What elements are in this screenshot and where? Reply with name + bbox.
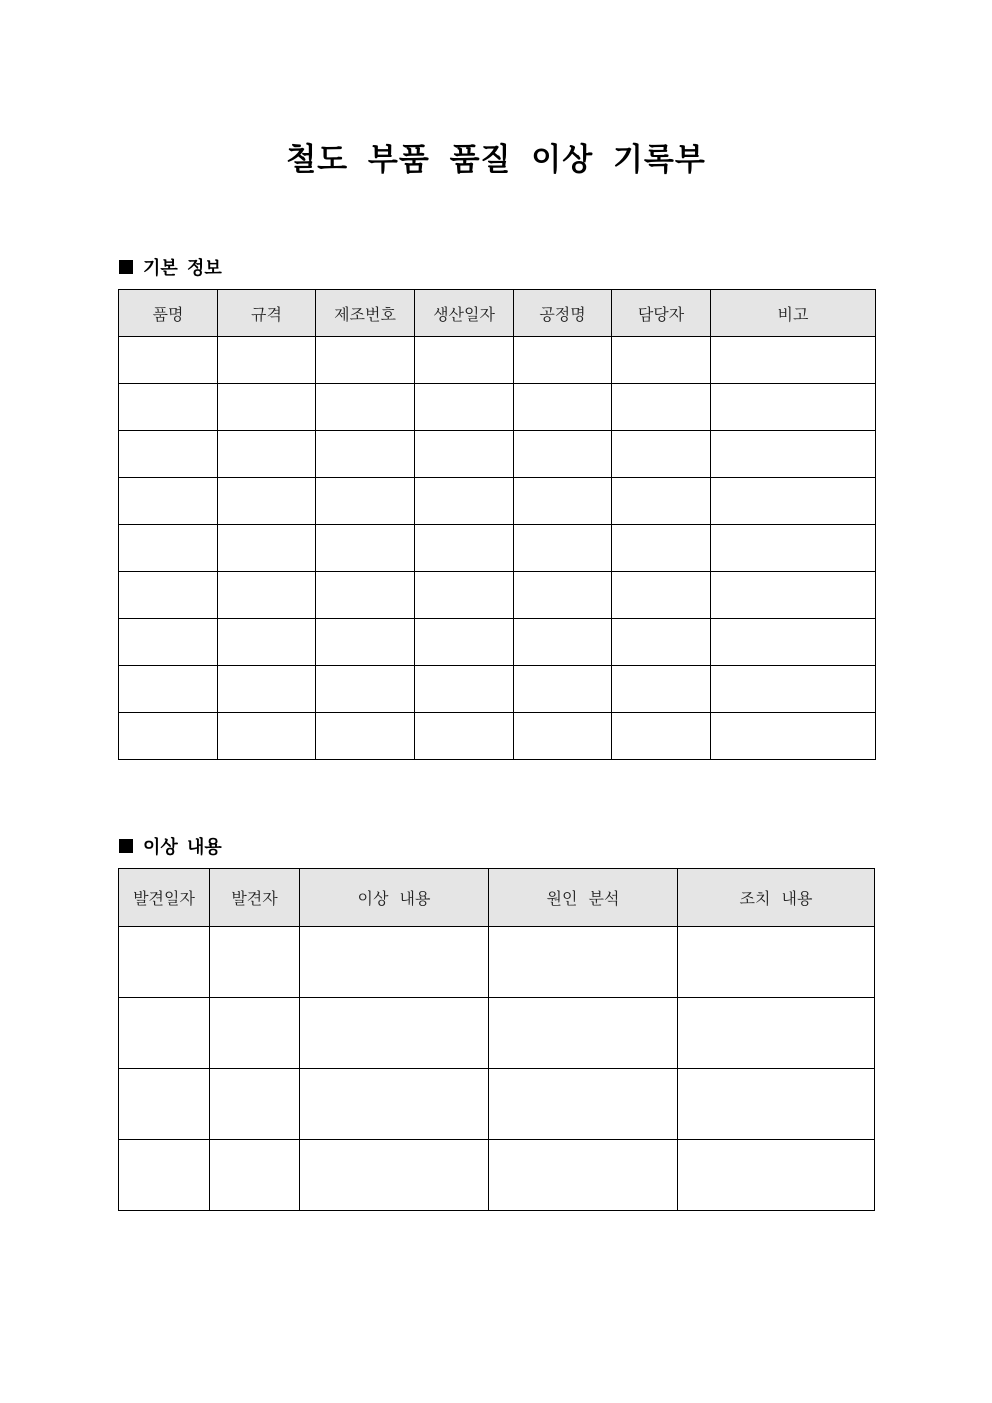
table-cell[interactable] bbox=[119, 525, 218, 572]
table-cell[interactable] bbox=[489, 927, 678, 998]
header-cell-process-name: 공정명 bbox=[514, 290, 612, 337]
section-heading-basic-info bbox=[119, 254, 222, 280]
table-cell[interactable] bbox=[316, 572, 415, 619]
table-cell[interactable] bbox=[300, 927, 489, 998]
table-cell[interactable] bbox=[119, 1140, 210, 1211]
table-cell[interactable] bbox=[316, 666, 415, 713]
table-cell[interactable] bbox=[711, 572, 876, 619]
table-cell[interactable] bbox=[300, 998, 489, 1069]
table-row bbox=[119, 384, 876, 431]
section-heading-text: 이상 내용 bbox=[143, 837, 222, 858]
table-cell[interactable] bbox=[514, 666, 612, 713]
table-cell[interactable] bbox=[415, 666, 514, 713]
table-cell[interactable] bbox=[612, 619, 711, 666]
table-cell[interactable] bbox=[119, 431, 218, 478]
table-cell[interactable] bbox=[316, 619, 415, 666]
table-cell[interactable] bbox=[514, 431, 612, 478]
table-row bbox=[119, 666, 876, 713]
table-cell[interactable] bbox=[316, 478, 415, 525]
table-cell[interactable] bbox=[300, 1069, 489, 1140]
table-row bbox=[119, 572, 876, 619]
table-cell[interactable] bbox=[415, 337, 514, 384]
table-cell[interactable] bbox=[612, 478, 711, 525]
header-cell-manager: 담당자 bbox=[612, 290, 711, 337]
table-cell[interactable] bbox=[678, 998, 875, 1069]
table-cell[interactable] bbox=[316, 713, 415, 760]
table-cell[interactable] bbox=[218, 666, 316, 713]
table-cell[interactable] bbox=[415, 384, 514, 431]
table-row bbox=[119, 713, 876, 760]
table-cell[interactable] bbox=[119, 713, 218, 760]
header-cell-cause-analysis: 원인 분석 bbox=[489, 869, 678, 927]
table-cell[interactable] bbox=[612, 572, 711, 619]
table-cell[interactable] bbox=[119, 998, 210, 1069]
table-row bbox=[119, 619, 876, 666]
header-cell-finder: 발견자 bbox=[210, 869, 300, 927]
table-cell[interactable] bbox=[711, 431, 876, 478]
document-title: 철도 부품 품질 이상 기록부 bbox=[286, 142, 706, 178]
table-cell[interactable] bbox=[415, 431, 514, 478]
table-cell[interactable] bbox=[119, 666, 218, 713]
header-cell-spec: 규격 bbox=[218, 290, 316, 337]
header-cell-found-date: 발견일자 bbox=[119, 869, 210, 927]
table-cell[interactable] bbox=[119, 337, 218, 384]
table-cell[interactable] bbox=[415, 713, 514, 760]
table-row bbox=[119, 927, 875, 998]
table-cell[interactable] bbox=[218, 572, 316, 619]
table-cell[interactable] bbox=[218, 384, 316, 431]
table-cell[interactable] bbox=[711, 713, 876, 760]
table-cell[interactable] bbox=[514, 478, 612, 525]
table-cell[interactable] bbox=[316, 431, 415, 478]
square-bullet-icon bbox=[119, 260, 133, 274]
table-cell[interactable] bbox=[612, 431, 711, 478]
table-row bbox=[119, 337, 876, 384]
section-heading-text: 기본 정보 bbox=[143, 258, 222, 279]
table-row bbox=[119, 998, 875, 1069]
table-cell[interactable] bbox=[711, 478, 876, 525]
table-cell[interactable] bbox=[711, 666, 876, 713]
header-cell-production-date: 생산일자 bbox=[415, 290, 514, 337]
table-cell[interactable] bbox=[489, 998, 678, 1069]
table-cell[interactable] bbox=[316, 525, 415, 572]
table-header-row bbox=[119, 869, 875, 927]
table-cell[interactable] bbox=[218, 619, 316, 666]
table-cell[interactable] bbox=[415, 478, 514, 525]
table-cell[interactable] bbox=[514, 713, 612, 760]
table-cell[interactable] bbox=[415, 525, 514, 572]
table-cell[interactable] bbox=[678, 1069, 875, 1140]
header-cell-item-name: 품명 bbox=[119, 290, 218, 337]
table-cell[interactable] bbox=[612, 713, 711, 760]
table-cell[interactable] bbox=[218, 713, 316, 760]
table-cell[interactable] bbox=[612, 666, 711, 713]
table-cell[interactable] bbox=[711, 525, 876, 572]
table-cell[interactable] bbox=[119, 927, 210, 998]
table-cell[interactable] bbox=[210, 927, 300, 998]
table-cell[interactable] bbox=[612, 525, 711, 572]
table-cell[interactable] bbox=[210, 1069, 300, 1140]
table-cell[interactable] bbox=[514, 525, 612, 572]
table-cell[interactable] bbox=[514, 572, 612, 619]
table-cell[interactable] bbox=[119, 384, 218, 431]
table-cell[interactable] bbox=[711, 619, 876, 666]
table-cell[interactable] bbox=[119, 1069, 210, 1140]
header-cell-action-taken: 조치 내용 bbox=[678, 869, 875, 927]
table-row bbox=[119, 431, 876, 478]
table-cell[interactable] bbox=[612, 337, 711, 384]
table-cell[interactable] bbox=[210, 998, 300, 1069]
header-cell-serial-number: 제조번호 bbox=[316, 290, 415, 337]
header-cell-remarks: 비고 bbox=[711, 290, 876, 337]
table-cell[interactable] bbox=[316, 384, 415, 431]
basic-info-table bbox=[118, 289, 876, 760]
table-row bbox=[119, 1140, 875, 1211]
section-heading-issue-details bbox=[119, 833, 222, 859]
table-row bbox=[119, 478, 876, 525]
table-cell[interactable] bbox=[489, 1069, 678, 1140]
table-cell[interactable] bbox=[218, 525, 316, 572]
table-cell[interactable] bbox=[678, 1140, 875, 1211]
table-cell[interactable] bbox=[514, 384, 612, 431]
table-row bbox=[119, 1069, 875, 1140]
table-row bbox=[119, 525, 876, 572]
table-cell[interactable] bbox=[119, 478, 218, 525]
table-cell[interactable] bbox=[218, 337, 316, 384]
table-cell[interactable] bbox=[218, 431, 316, 478]
table-cell[interactable] bbox=[678, 927, 875, 998]
table-cell[interactable] bbox=[210, 1140, 300, 1211]
header-cell-issue-content: 이상 내용 bbox=[300, 869, 489, 927]
table-cell[interactable] bbox=[415, 619, 514, 666]
table-cell[interactable] bbox=[711, 384, 876, 431]
table-cell[interactable] bbox=[316, 337, 415, 384]
table-cell[interactable] bbox=[119, 619, 218, 666]
issue-details-table bbox=[118, 868, 875, 1211]
table-cell[interactable] bbox=[218, 478, 316, 525]
table-cell[interactable] bbox=[514, 619, 612, 666]
table-cell[interactable] bbox=[119, 572, 218, 619]
table-cell[interactable] bbox=[612, 384, 711, 431]
table-header-row bbox=[119, 290, 876, 337]
table-cell[interactable] bbox=[711, 337, 876, 384]
table-cell[interactable] bbox=[300, 1140, 489, 1211]
table-cell[interactable] bbox=[514, 337, 612, 384]
table-cell[interactable] bbox=[489, 1140, 678, 1211]
square-bullet-icon bbox=[119, 839, 133, 853]
table-cell[interactable] bbox=[415, 572, 514, 619]
